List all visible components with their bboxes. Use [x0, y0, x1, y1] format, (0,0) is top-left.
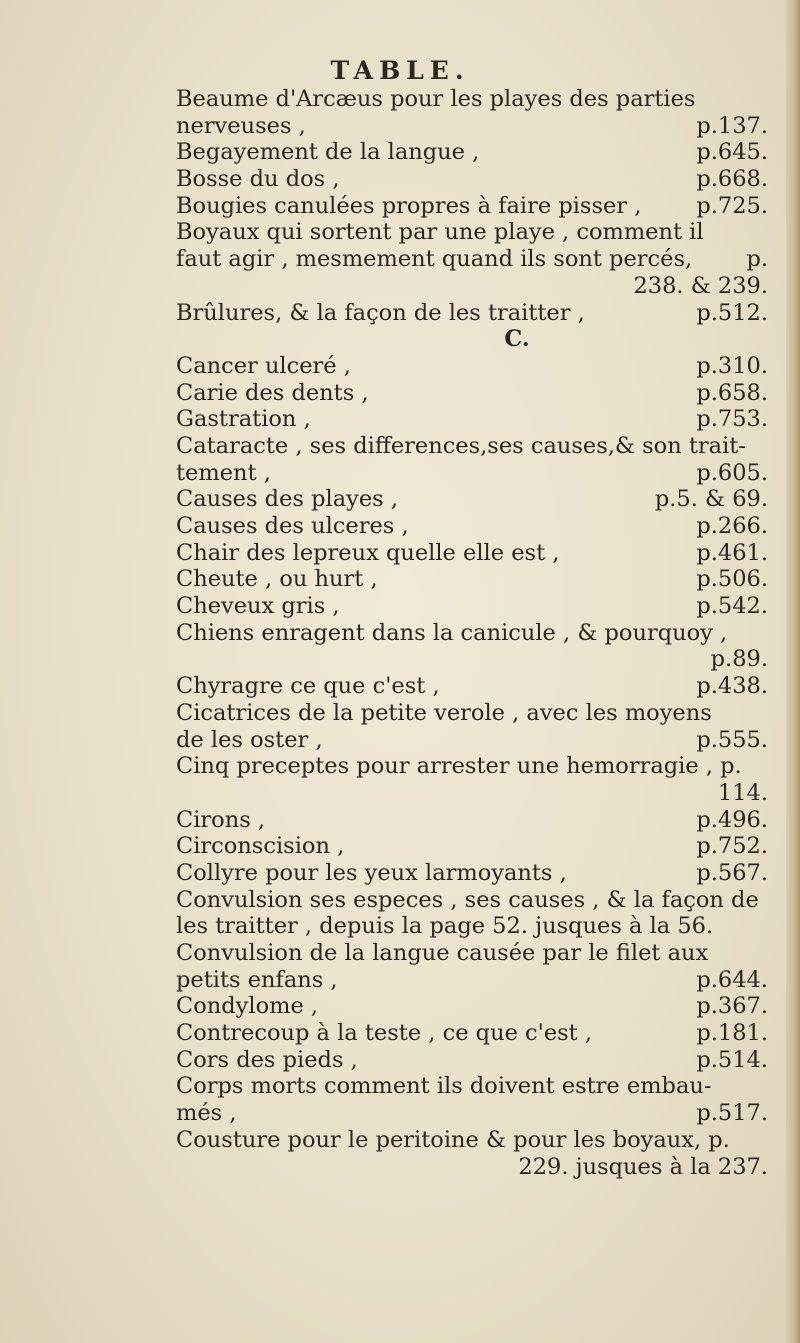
entry-page: p.555.	[696, 726, 768, 753]
index-entry	[176, 219, 768, 246]
index-entry	[176, 593, 768, 620]
entry-page: p.506.	[696, 566, 768, 593]
entry-page: 114.	[717, 779, 768, 806]
entry-page: p.645.	[696, 139, 768, 166]
entry-text: Causes des ulceres ,	[176, 513, 409, 539]
entry-page: p.512.	[696, 299, 768, 326]
entry-page: p.753.	[696, 406, 768, 433]
entry-text: més ,	[176, 1100, 237, 1127]
index-entry	[176, 486, 768, 513]
index-entry	[176, 940, 768, 967]
entry-text: Cicatrices de la petite verole , avec les moyens	[176, 699, 712, 726]
index-entry	[176, 353, 768, 380]
entry-page: p.514.	[696, 1046, 768, 1073]
index-entry	[176, 646, 768, 673]
index-list	[176, 86, 768, 1180]
entry-text: Condylome ,	[176, 993, 319, 1020]
index-entry	[176, 540, 768, 567]
entry-text: Convulsion de la langue causée par le filet aux	[176, 940, 709, 966]
page-title: TABLE.	[330, 56, 470, 85]
entry-text: les traitter , depuis la page 52. jusques à la 56.	[176, 913, 714, 940]
entry-page: p.	[746, 246, 768, 273]
index-entry	[176, 113, 768, 140]
index-entry	[176, 887, 768, 914]
entry-text: Chiens enragent dans la canicule , & pourquoy ,	[176, 619, 728, 646]
entry-page: p.668.	[696, 166, 768, 193]
entry-text: Cirons ,	[176, 806, 266, 833]
index-entry	[176, 967, 768, 994]
entry-page: p.310.	[696, 352, 768, 379]
index-entry	[176, 1020, 768, 1047]
entry-text: Chyragre ce que c'est ,	[176, 673, 440, 700]
entry-page: p.496.	[696, 806, 768, 833]
entry-text: Cinq preceptes pour arrester une hemorragie , p.	[176, 753, 742, 780]
entry-page: p.181.	[696, 1020, 768, 1047]
entry-text: nerveuses ,	[176, 112, 306, 139]
entry-text: Corps morts comment ils doivent estre embau-	[176, 1073, 712, 1100]
entry-text: Cousture pour le peritoine & pour les boyaux, p.	[176, 1126, 730, 1153]
entry-text: Circonscision ,	[176, 833, 345, 860]
entry-text: Bosse du dos ,	[176, 166, 340, 193]
index-entry	[176, 246, 768, 273]
index-entry	[176, 780, 768, 807]
entry-page: p.725.	[696, 192, 768, 219]
index-entry	[176, 460, 768, 487]
entry-text: Carie des dents ,	[176, 379, 369, 406]
index-entry	[176, 620, 768, 647]
entry-page: p.658.	[696, 379, 768, 406]
page-edge	[786, 0, 800, 1343]
entry-text: tement ,	[176, 459, 271, 486]
entry-text: faut agir , mesmement quand ils sont percés,	[176, 246, 693, 273]
index-entry	[176, 700, 768, 727]
entry-page: p.517.	[696, 1100, 768, 1127]
entry-text: Causes des playes ,	[176, 486, 398, 513]
index-entry	[176, 860, 768, 887]
index-entry	[176, 993, 768, 1020]
index-entry	[176, 139, 768, 166]
entry-text: Begayement de la langue ,	[176, 139, 480, 166]
entry-text: Gastration ,	[176, 406, 311, 433]
index-entry	[176, 380, 768, 407]
index-entry	[176, 1047, 768, 1074]
index-entry	[176, 300, 768, 327]
entry-page: p.5. & 69.	[654, 486, 768, 513]
index-entry	[176, 913, 768, 940]
index-entry	[176, 273, 768, 300]
entry-page: p.367.	[696, 993, 768, 1020]
index-entry	[176, 433, 768, 460]
index-entry	[176, 807, 768, 834]
entry-text: Cheveux gris ,	[176, 593, 340, 620]
entry-text: Brûlures, & la façon de les traitter ,	[176, 299, 585, 326]
entry-text: Cheute , ou hurt ,	[176, 566, 378, 593]
entry-text: Contrecoup à la teste , ce que c'est ,	[176, 1020, 593, 1047]
index-entry	[176, 566, 768, 593]
index-entry	[176, 406, 768, 433]
entry-page: p.605.	[696, 459, 768, 486]
entry-page: p.266.	[696, 513, 768, 539]
entry-text: Beaume d'Arcæus pour les playes des parties	[176, 86, 696, 112]
entry-page: p.752.	[696, 833, 768, 860]
index-entry	[176, 1127, 768, 1154]
index-entry	[176, 727, 768, 754]
index-entry	[176, 833, 768, 860]
entry-text: petits enfans ,	[176, 966, 338, 993]
entry-page: p.542.	[696, 593, 768, 620]
entry-page: 229. jusques à la 237.	[518, 1153, 768, 1180]
index-entry	[176, 673, 768, 700]
entry-text: Cancer ulceré ,	[176, 352, 351, 379]
entry-page: p.567.	[696, 859, 768, 886]
entry-text: Boyaux qui sortent par une playe , comment il	[176, 219, 704, 246]
index-entry	[176, 1154, 768, 1181]
entry-page: p.644.	[696, 966, 768, 993]
section-letter: C.	[504, 326, 530, 353]
index-entry	[176, 753, 768, 780]
index-entry	[176, 1100, 768, 1127]
entry-page: 238. & 239.	[633, 272, 768, 299]
entry-text: Cataracte , ses differences,ses causes,& son trait-	[176, 432, 746, 459]
index-entry	[176, 193, 768, 220]
index-entry	[176, 166, 768, 193]
entry-text: Bougies canulées propres à faire pisser ,	[176, 192, 642, 219]
entry-text: Cors des pieds ,	[176, 1046, 358, 1073]
entry-page: p.461.	[696, 539, 768, 566]
index-entry	[176, 513, 768, 540]
entry-text: Convulsion ses especes , ses causes , & la façon de	[176, 886, 759, 913]
entry-text: Collyre pour les yeux larmoyants ,	[176, 859, 567, 886]
entry-page: p.438.	[696, 673, 768, 700]
entry-page: p.137.	[696, 112, 768, 139]
entry-text: Chair des lepreux quelle elle est ,	[176, 539, 560, 566]
entry-page: p.89.	[710, 646, 768, 673]
index-entry	[176, 1073, 768, 1100]
index-entry	[176, 86, 768, 113]
section-heading	[176, 326, 768, 353]
entry-text: de les oster ,	[176, 726, 323, 753]
